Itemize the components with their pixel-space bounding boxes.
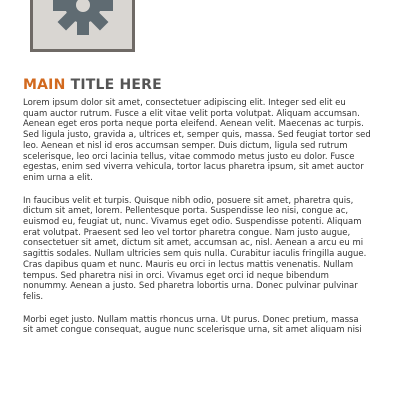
main-title: [23, 76, 162, 94]
featured-image: [30, 0, 135, 52]
article-body: [23, 98, 371, 348]
title-accent-word: MAIN: [23, 77, 66, 93]
paragraph-3: Morbi eget justo. Nullam mattis rhoncus urna. Ut purus. Donec pretium, massa sit amet congue consequat, augue nunc scelerisque urna, sit amet aliquam nisi: [23, 314, 362, 336]
paragraph-2: In faucibus velit et turpis. Quisque nibh odio, posuere sit amet, pharetra quis, dictum sit amet, lorem. Pellentesque porta. Suspendisse leo nisi, congue ac, euismod eu, feugiat ut, nunc. Vivamus eget odio. Suspendisse potenti. Aliquam erat volutpat. Praesent sed leo vel tortor pharetra congue. Nam justo augue, consectetuer sit amet, dictum sit amet, accumsan ac, nisl. Aenean a arcu eu mi sagittis sodales. Nullam ultricies sem quis nulla. Curabitur iaculis fringilla augue. Cras dapibus quam et nunc. Mauris eu orci in lectus mattis venenatis. Nullam tempus. Sed pharetra nisi in orci. Vivamus eget orci id neque bibendum nonummy. Aenean a justo. Sed pharetra lobortis urna. Donec pulvinar pulvinar felis.: [23, 195, 367, 302]
gear-icon: [33, 0, 132, 49]
title-rest-text: TITLE HERE: [65, 77, 162, 93]
paragraph-1: Lorem ipsum dolor sit amet, consectetuer adipiscing elit. Integer sed elit eu quam auctor rutrum. Fusce a elit vitae velit porta volutpat. Aliquam accumsan. Aenean eget eros porta neque porta eleifend. Aenean velit. Maecenas ac turpis. Sed ligula justo, gravida a, ultrices et, semper quis, massa. Sed feugiat tortor sed leo. Aenean et nisl id eros accumsan semper. Duis dictum, ligula sed rutrum scelerisque, leo orci lacinia tellus, vitae commodo metus justo eu dolor. Fusce egestas, enim sed viverra vehicula, tortor lacus pharetra ipsum, sit amet auctor enim urna a elit.: [23, 98, 371, 183]
